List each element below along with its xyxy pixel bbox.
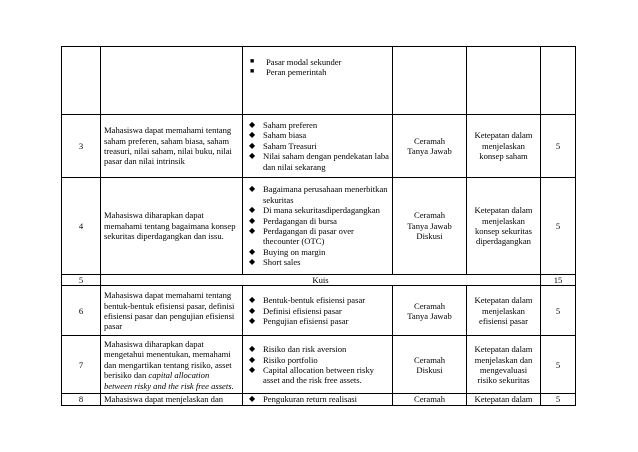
diamond-bullet-icon: ◆ <box>249 130 256 140</box>
diamond-bullet-icon: ◆ <box>249 394 256 404</box>
diamond-bullet-icon: ◆ <box>249 226 256 235</box>
list-item: ◆ Buying on margin <box>249 246 326 257</box>
weight-value <box>541 47 576 115</box>
topic-list <box>246 57 389 78</box>
learning-goal: Mahasiswa diharapkan dapat memahami tentang bagaimana konsep sekuritas diperdagangkan dan issu. <box>101 178 243 275</box>
topic-list <box>246 344 389 386</box>
syllabus-table <box>61 46 576 406</box>
table-row <box>62 336 576 394</box>
weight-value: 5 <box>541 394 576 405</box>
diamond-bullet-icon: ◆ <box>249 119 256 129</box>
table-row <box>62 286 576 336</box>
row-number <box>62 47 101 115</box>
assessment-criteria: Ketepatan dalam menjelaskan dan mengevaluasi risiko sekuritas <box>467 336 541 394</box>
list-item: ◆ Saham biasa <box>249 130 307 141</box>
weight-value: 5 <box>541 336 576 394</box>
quiz-label: Kuis <box>101 275 541 286</box>
assessment-criteria: Ketepatan dalam menjelaskan konsep saham <box>467 115 541 178</box>
list-item: ◆ Perdagangan di bursa <box>249 215 337 226</box>
topic-list-cell <box>243 115 393 178</box>
diamond-bullet-icon: ◆ <box>249 140 256 150</box>
list-item: ◆ Di mana sekuritasdiperdagangkan <box>249 205 380 216</box>
table-row <box>62 115 576 178</box>
diamond-bullet-icon: ◆ <box>249 184 256 194</box>
topic-list-cell <box>243 286 393 336</box>
weight-value: 5 <box>541 115 576 178</box>
learning-goal <box>101 47 243 115</box>
row-number: 6 <box>62 286 101 336</box>
learning-goal: Mahasiswa dapat memahami tentang saham preferen, saham biasa, saham treasuri, nilai saham, nilai buku, nilai pasar dan nilai intrinsik <box>101 115 243 178</box>
list-item: ◆ Pengujian efisiensi pasar <box>249 316 349 327</box>
topic-list <box>246 295 389 326</box>
row-number: 3 <box>62 115 101 178</box>
diamond-bullet-icon: ◆ <box>249 295 256 305</box>
square-bullet-icon: ■ <box>250 57 255 65</box>
teaching-method: Ceramah Tanya Jawab Diskusi <box>393 178 467 275</box>
row-number: 8 <box>62 394 101 405</box>
teaching-method: Ceramah Diskusi <box>393 336 467 394</box>
teaching-method: Ceramah Tanya Jawab <box>393 286 467 336</box>
list-item: ◆ Capital allocation between risky asset and the risk free assets. <box>249 364 374 386</box>
teaching-method: Ceramah <box>393 394 467 405</box>
teaching-method <box>393 47 467 115</box>
assessment-criteria: Ketepatan dalam <box>467 394 541 405</box>
list-item: ◆ Saham Treasuri <box>249 140 317 151</box>
list-item: ◆ Definisi efisiensi pasar <box>249 305 342 316</box>
diamond-bullet-icon: ◆ <box>249 205 256 215</box>
learning-goal: Mahasiswa dapat memahami tentang bentuk-bentuk efisiensi pasar, definisi efisiensi pasar dan pengujian efisiensi pasar <box>101 286 243 336</box>
list-item: ◆ Pengukuran return realisasi <box>249 394 358 405</box>
list-item: ■ Pasar modal sekunder <box>250 57 342 67</box>
list-item: ◆ Short sales <box>249 257 301 268</box>
list-item: ◆ Nilai saham dengan pendekatan laba dan nilai sekarang <box>249 151 389 172</box>
diamond-bullet-icon: ◆ <box>249 316 256 326</box>
topic-list-cell <box>243 178 393 275</box>
list-item: ◆ Perdagangan di pasar over thecounter (OTC) <box>249 226 354 247</box>
list-item: ◆ Bentuk-bentuk efisiensi pasar <box>249 295 366 306</box>
weight-value: 5 <box>541 178 576 275</box>
topic-list <box>246 120 389 172</box>
table-row <box>62 275 576 286</box>
assessment-criteria: Ketepatan dalam menjelaskan konsep sekuritas diperdagangkan <box>467 178 541 275</box>
topic-list-cell <box>243 394 393 405</box>
row-number: 4 <box>62 178 101 275</box>
list-item: ◆ Risiko portfolio <box>249 354 318 365</box>
assessment-criteria: Ketepatan dalam menjelaskan efisiensi pasar <box>467 286 541 336</box>
diamond-bullet-icon: ◆ <box>249 344 256 354</box>
list-item: ◆ Bagaimana perusahaan menerbitkan sekuritas <box>249 184 388 205</box>
diamond-bullet-icon: ◆ <box>249 305 256 315</box>
learning-goal: Mahasiswa dapat menjelaskan dan <box>101 394 243 405</box>
table-row <box>62 47 576 115</box>
table-row <box>62 178 576 275</box>
square-bullet-icon: ■ <box>250 67 255 76</box>
list-item: ◆ Risiko dan risk aversion <box>249 344 347 355</box>
list-item: ■ Peran pemerintah <box>250 67 327 78</box>
table-row <box>62 394 576 405</box>
diamond-bullet-icon: ◆ <box>249 215 256 225</box>
diamond-bullet-icon: ◆ <box>249 257 256 267</box>
weight-value: 5 <box>541 286 576 336</box>
topic-list-cell <box>243 47 393 115</box>
weight-value: 15 <box>541 275 576 286</box>
topic-list <box>246 184 389 268</box>
list-item: ◆ Saham preferen <box>249 119 318 130</box>
assessment-criteria <box>467 47 541 115</box>
teaching-method: Ceramah Tanya Jawab <box>393 115 467 178</box>
diamond-bullet-icon: ◆ <box>249 151 256 161</box>
learning-goal: Mahasiswa diharapkan dapat mengetahui menentukan, memahami dan mengartikan tentang risiko, asset berisiko dan capital allocation between risky and the risk free assets. <box>101 336 243 394</box>
topic-list <box>246 394 389 404</box>
diamond-bullet-icon: ◆ <box>249 246 256 256</box>
row-number: 7 <box>62 336 101 394</box>
topic-list-cell <box>243 336 393 394</box>
diamond-bullet-icon: ◆ <box>249 364 256 374</box>
row-number: 5 <box>62 275 101 286</box>
diamond-bullet-icon: ◆ <box>249 354 256 364</box>
